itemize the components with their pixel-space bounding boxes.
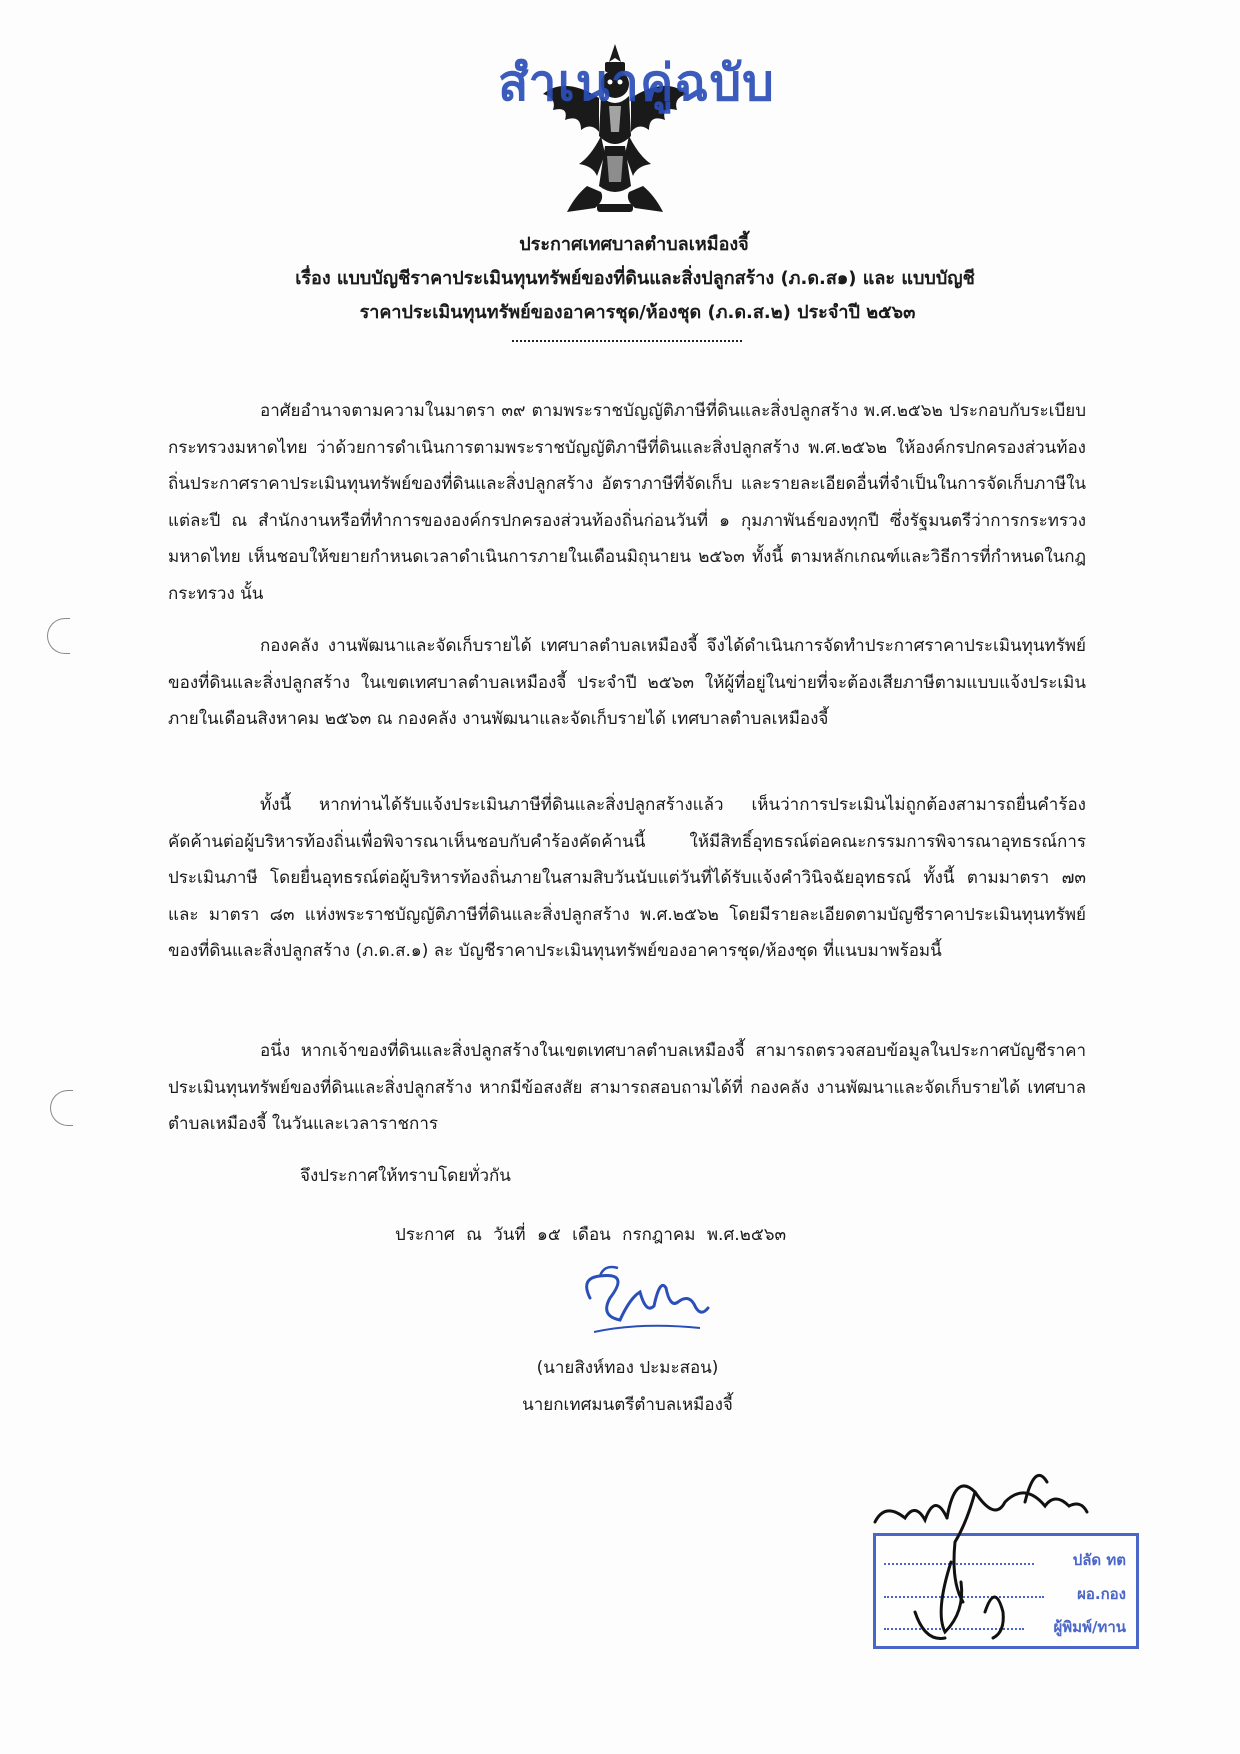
mayor-signature: [570, 1258, 720, 1338]
paragraph-4: [168, 1033, 1086, 1143]
punch-hole-mark-1: [47, 618, 70, 654]
header-divider: [512, 340, 742, 342]
signer-position: นายกเทศมนตรีตำบลเหมืองจี้: [522, 1395, 733, 1415]
approval-initials-signature: [855, 1462, 1115, 1662]
approval-row-1: ปลัด ทต: [1072, 1551, 1126, 1569]
announcement-title: ประกาศเทศบาลตำบลเหมืองจี้: [519, 234, 749, 255]
subject-line-2: ราคาประเมินทุนทรัพย์ของอาคารชุด/ห้องชุด (ภ.ด.ส.๒) ประจำปี ๒๕๖๓: [359, 302, 916, 323]
paragraph-2-text: กองคลัง งานพัฒนาและจัดเก็บรายได้ เทศบาลตำบลเหมืองจี้ จึงได้ดำเนินการจัดทำประกาศราคาประเมินทุนทรัพย์ของที่ดินและสิ่งปลูกสร้าง ในเขตเทศบาลตำบลเหมืองจี้ ประจำปี ๒๕๖๓ ให้ผู้ที่อยู่ในข่ายที่จะต้องเสียภาษีตามแบบแจ้งประเมินภายในเดือนสิงหาคม ๒๕๖๓ ณ กองคลัง งานพัฒนาและจัดเก็บรายได้ เทศบาลตำบลเหมืองจี้: [168, 636, 1086, 730]
paragraph-4-text: อนึ่ง หากเจ้าของที่ดินและสิ่งปลูกสร้างในเขตเทศบาลตำบลเหมืองจี้ สามารถตรวจสอบข้อมูลในประกาศบัญชีราคาประเมินทุนทรัพย์ของที่ดินและสิ่งปลูกสร้าง หากมีข้อสงสัย สามารถสอบถามได้ที่ กองคลัง งานพัฒนาและจัดเก็บรายได้ เทศบาลตำบลเหมืองจี้ ในวันและเวลาราชการ: [168, 1041, 1086, 1135]
copy-stamp: สำเนาคู่ฉบับ: [498, 53, 775, 112]
paragraph-3: [168, 787, 1086, 970]
approval-row-3: ผู้พิมพ์/ทาน: [1053, 1618, 1126, 1636]
paragraph-1: [168, 393, 1086, 613]
signer-block: [0, 1350, 1240, 1424]
punch-hole-mark-2: [50, 1090, 73, 1126]
signer-name: (นายสิงห์ทอง ปะมะสอน): [536, 1358, 719, 1378]
subject-line-1: เรื่อง แบบบัญชีราคาประเมินทุนทรัพย์ของที่ดินและสิ่งปลูกสร้าง (ภ.ด.ส๑) และ แบบบัญชี: [295, 268, 975, 289]
announcement-date: ประกาศ ณ วันที่ ๑๕ เดือน กรกฎาคม พ.ศ.๒๕๖๓: [395, 1225, 787, 1245]
paragraph-2: [168, 628, 1086, 738]
approval-row-2: ผอ.กอง: [1077, 1585, 1126, 1603]
announcement-header: [0, 228, 1240, 330]
paragraph-1-text: อาศัยอำนาจตามความในมาตรา ๓๙ ตามพระราชบัญญัติภาษีที่ดินและสิ่งปลูกสร้าง พ.ศ.๒๕๖๒ ประกอบกับระเบียบกระทรวงมหาดไทย ว่าด้วยการดำเนินการตามพระราชบัญญัติภาษีที่ดินและสิ่งปลูกสร้าง พ.ศ.๒๕๖๒ ให้องค์กรปกครองส่วนท้องถิ่นประกาศราคาประเมินทุนทรัพย์ของที่ดินและสิ่งปลูกสร้าง อัตราภาษีที่จัดเก็บ และรายละเอียดอื่นที่จำเป็นในการจัดเก็บภาษีในแต่ละปี ณ สำนักงานหรือที่ทำการขององค์กรปกครองส่วนท้องถิ่นก่อนวันที่ ๑ กุมภาพันธ์ของทุกปี ซึ่งรัฐมนตรีว่าการกระทรวงมหาดไทย เห็นชอบให้ขยายกำหนดเวลาดำเนินการภายในเดือนมิถุนายน ๒๕๖๓ ทั้งนี้ ตามหลักเกณฑ์และวิธีการที่กำหนดในกฎกระทรวง นั้น: [168, 401, 1086, 604]
closing-statement: จึงประกาศให้ทราบโดยทั่วกัน: [300, 1166, 511, 1186]
paragraph-3-text: ทั้งนี้ หากท่านได้รับแจ้งประเมินภาษีที่ดินและสิ่งปลูกสร้างแล้ว เห็นว่าการประเมินไม่ถูกต้องสามารถยื่นคำร้องคัดค้านต่อผู้บริหารท้องถิ่นเพื่อพิจารณาเห็นชอบกับคำร้องคัดค้านนี้ ให้มีสิทธิ์อุทธรณ์ต่อคณะกรรมการพิจารณาอุทธรณ์การประเมินภาษี โดยยื่นอุทธรณ์ต่อผู้บริหารท้องถิ่นภายในสามสิบวันนับแต่วันที่ได้รับแจ้งคำวินิจฉัยอุทธรณ์ ทั้งนี้ ตามมาตรา ๗๓ และ มาตรา ๘๓ แห่งพระราชบัญญัติภาษีที่ดินและสิ่งปลูกสร้าง พ.ศ.๒๕๖๒ โดยมีรายละเอียดตามบัญชีราคาประเมินทุนทรัพย์ของที่ดินและสิ่งปลูกสร้าง (ภ.ด.ส.๑) ละ บัญชีราคาประเมินทุนทรัพย์ของอาคารชุด/ห้องชุด ที่แนบมาพร้อมนี้: [168, 795, 1086, 962]
